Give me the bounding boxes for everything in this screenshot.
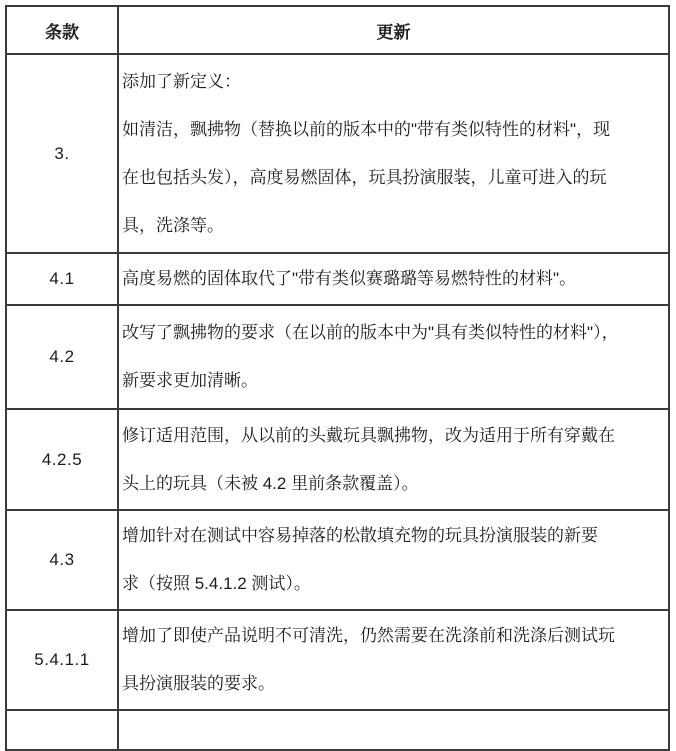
update-line: 头上的玩具（未被 4.2 里前条款覆盖）。 bbox=[122, 473, 419, 493]
clause-cell: 4.1 bbox=[6, 253, 118, 305]
clause-cell bbox=[6, 710, 118, 750]
update-line: 如清洁，飘拂物（替换以前的版本中的"带有类似特性的材料"，现 bbox=[122, 119, 611, 139]
clause-cell: 5.4.1.1 bbox=[6, 610, 118, 710]
update-line: 高度易燃的固体取代了"带有类似赛璐璐等易燃特性的材料"。 bbox=[122, 269, 577, 288]
update-line: 求（按照 5.4.1.2 测试）。 bbox=[122, 574, 311, 593]
update-line: 新要求更加清晰。 bbox=[122, 371, 258, 390]
table-row bbox=[6, 253, 669, 305]
table-row-partial bbox=[6, 710, 669, 750]
update-line: 增加了即使产品说明不可清洗，仍然需要在洗涤前和洗涤后测试玩 bbox=[122, 626, 615, 645]
table-row bbox=[6, 510, 669, 610]
update-line: 在也包括头发），高度易燃固体，玩具扮演服装，儿童可进入的玩 bbox=[122, 167, 607, 187]
table-row bbox=[6, 610, 669, 710]
update-cell bbox=[118, 54, 669, 253]
standard-update-table bbox=[5, 5, 670, 751]
update-line: 具，洗涤等。 bbox=[122, 215, 224, 235]
update-column-header: 更新 bbox=[118, 6, 669, 54]
clause-cell: 3. bbox=[6, 54, 118, 253]
header-row bbox=[6, 6, 669, 54]
update-cell bbox=[118, 510, 669, 610]
table-body bbox=[6, 54, 669, 750]
table-row bbox=[6, 54, 669, 253]
update-line: 增加针对在测试中容易掉落的松散填充物的玩具扮演服装的新要 bbox=[122, 526, 598, 545]
update-line: 改写了飘拂物的要求（在以前的版本中为"具有类似特性的材料"）， bbox=[122, 323, 619, 342]
update-line: 具扮演服装的要求。 bbox=[122, 674, 275, 693]
update-cell bbox=[118, 610, 669, 710]
table-row bbox=[6, 409, 669, 510]
clause-cell: 4.2 bbox=[6, 305, 118, 409]
clause-cell: 4.3 bbox=[6, 510, 118, 610]
update-line: 添加了新定义： bbox=[122, 71, 241, 91]
clause-cell: 4.2.5 bbox=[6, 409, 118, 510]
clause-column-header: 条款 bbox=[6, 6, 118, 54]
update-cell bbox=[118, 305, 669, 409]
update-cell bbox=[118, 710, 669, 750]
update-cell bbox=[118, 253, 669, 305]
update-cell bbox=[118, 409, 669, 510]
update-line: 修订适用范围，从以前的头戴玩具飘拂物，改为适用于所有穿戴在 bbox=[122, 425, 615, 445]
table-row bbox=[6, 305, 669, 409]
